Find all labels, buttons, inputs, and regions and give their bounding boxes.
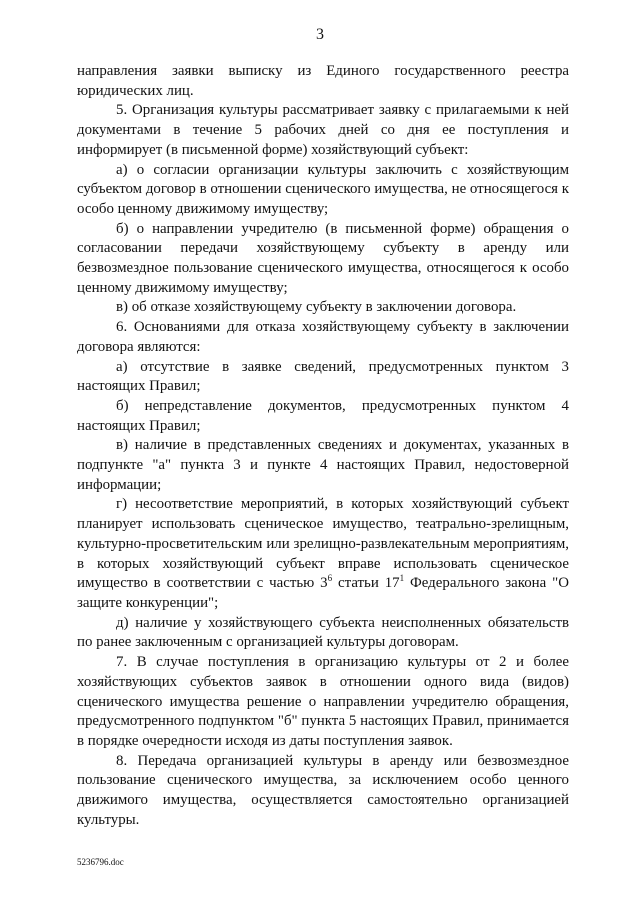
paragraph-6g-before: г) несоответствие мероприятий, в которых хозяйствующий субъект планирует использовать сценическое имущество, театрально-зрелищным, культурно-просветительским или зрелищно-развлекательным мероприятиям, в которых хозяйствующий субъект вправе использовать сценическое имущество в соответствии с частью 3 [77, 496, 569, 592]
paragraph-6g-after: Федерального закона "О защите конкуренции"; [77, 575, 569, 611]
paragraph-5: 5. Организация культуры рассматривает заявку с прилагаемыми к ней документами в течение 5 рабочих дней со дня ее поступления и информирует (в письменной форме) хозяйствующий субъект: [77, 102, 569, 158]
paragraph-6g-middle: статьи 17 [332, 575, 400, 592]
paragraph-6a: а) отсутствие в заявке сведений, предусмотренных пунктом 3 настоящих Правил; [77, 358, 569, 395]
page-number: 3 [316, 26, 324, 43]
paragraph-5b: б) о направлении учредителю (в письменной форме) обращения о согласовании передачи хозяйствующему субъекту в аренду или безвозмездное пользование сценического имущества, относящегося к особо ценному движимому имуществу; [77, 220, 569, 296]
paragraph-7: 7. В случае поступления в организацию культуры от 2 и более хозяйствующих субъектов заявок в отношении одного вида (видов) сценического имущества решение о направлении учредителю обращения, предусмотренного подпунктом "б" пункта 5 настоящих Правил, принимается в порядке очередности исходя из даты поступления заявок. [77, 654, 569, 749]
paragraph-5a: а) о согласии организации культуры заключить с хозяйствующим субъектом договор в отношении сценического имущества, не относящегося к особо ценному движимому имуществу; [77, 161, 569, 217]
paragraph-5v: в) об отказе хозяйствующему субъекту в заключении договора. [116, 299, 517, 316]
footer-file-code: 5236796.doc [77, 857, 124, 867]
body-text [77, 62, 569, 830]
paragraph-6v: в) наличие в представленных сведениях и документах, указанных в подпункте "а" пункта 3 и пункте 4 настоящих Правил, недостоверной информации; [77, 437, 569, 493]
paragraph-6d: д) наличие у хозяйствующего субъекта неисполненных обязательств по ранее заключенным с организацией культуры договорам. [77, 614, 569, 651]
paragraph-continuation: направления заявки выписку из Единого государственного реестра юридических лиц. [77, 63, 569, 99]
paragraph-6: 6. Основаниями для отказа хозяйствующему субъекту в заключении договора являются: [77, 319, 569, 355]
paragraph-6b: б) непредставление документов, предусмотренных пунктом 4 настоящих Правил; [77, 397, 569, 434]
superscript-article: 1 [399, 573, 405, 584]
paragraph-6g [77, 495, 569, 613]
superscript-part: 6 [327, 573, 333, 584]
paragraph-8: 8. Передача организацией культуры в аренду или безвозмездное пользование сценического имущества, за исключением особо ценного движимого имущества, осуществляется самостоятельно организацией культуры. [77, 752, 569, 828]
